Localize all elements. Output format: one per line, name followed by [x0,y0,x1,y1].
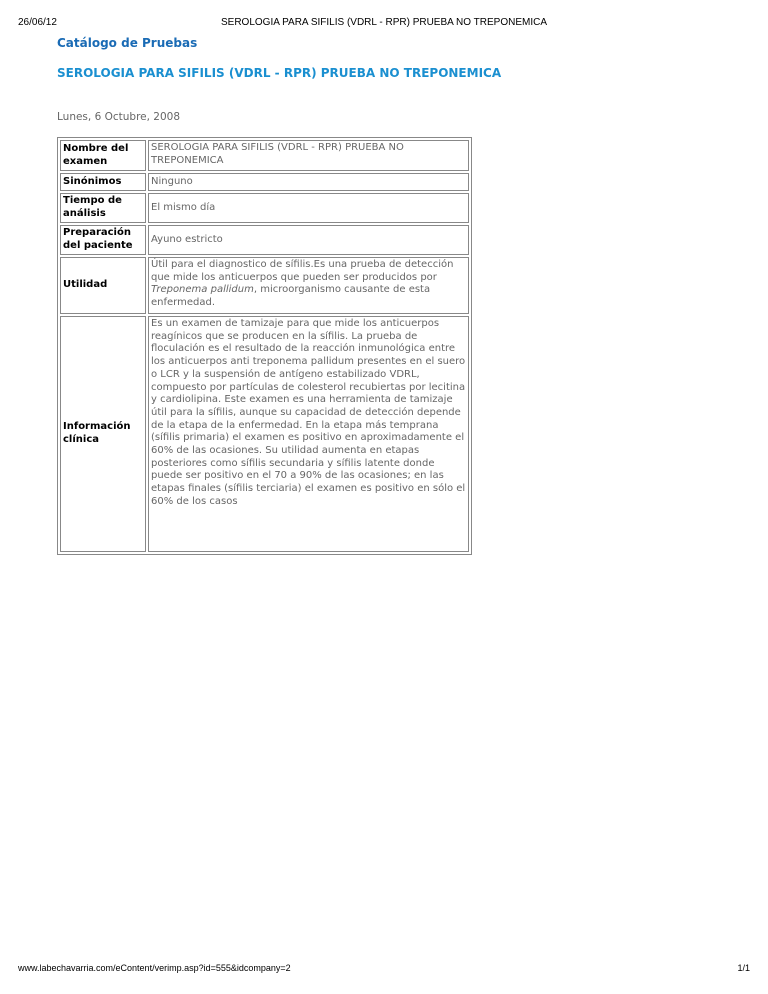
page-title: SEROLOGIA PARA SIFILIS (VDRL - RPR) PRUEBA NO TREPONEMICA [57,66,502,80]
row-label: Tiempo de análisis [60,193,146,223]
row-value: SEROLOGIA PARA SIFILIS (VDRL - RPR) PRUEBA NO TREPONEMICA [148,140,469,171]
row-value: Ninguno [148,173,469,191]
table-row [60,140,469,171]
table-row [60,173,469,191]
publication-date: Lunes, 6 Octubre, 2008 [57,111,181,123]
table-row [60,257,469,314]
catalog-title: Catálogo de Pruebas [57,36,198,50]
row-label: Preparación del paciente [60,225,146,255]
row-label: Sinónimos [60,173,146,191]
exam-details-table [57,137,472,555]
row-value: Ayuno estricto [148,225,469,255]
print-footer-page-number: 1/1 [737,963,750,973]
table-row [60,193,469,223]
print-footer-url: www.labechavarria.com/eContent/verimp.asp?id=555&idcompany=2 [18,963,291,973]
organism-name: Treponema pallidum [151,284,254,296]
row-label: Utilidad [60,257,146,314]
utility-text-end: , microorganismo causante de esta enfermedad. [151,284,431,309]
row-value: Es un examen de tamizaje para que mide los anticuerpos reagínicos que se producen en la sífilis. La prueba de floculación es el resultado de la reacción inmunológica entre los anticuerpos anti treponema pallidum presentes en el suero o LCR y la suspensión de antígeno estabilizado VDRL, compuesto por partículas de colesterol recubiertas por lecitina y cardiolipina. Este examen es una herramienta de tamizaje útil para la sífilis, aunque su capacidad de detección depende de la etapa de la enfermedad. En la etapa más temprana (sífilis primaria) el examen es positivo en aproximadamente el 60% de las ocasiones. Su utilidad aumenta en etapas posteriores como sífilis secundaria y sífilis latente donde puede ser positivo en el 70 a 90% de las ocasiones; en las etapas finales (sífilis terciaria) el examen es positivo en sólo el 60% de los casos [148,316,469,552]
table-row [60,225,469,255]
print-header-title: SEROLOGIA PARA SIFILIS (VDRL - RPR) PRUEBA NO TREPONEMICA [220,17,547,28]
print-header-date: 26/06/12 [18,17,57,28]
row-value [148,257,469,314]
row-label: Información clínica [60,316,146,552]
table-row [60,316,469,552]
row-label: Nombre del examen [60,140,146,171]
row-value: El mismo día [148,193,469,223]
utility-text-start: Útil para el diagnostico de sífilis.Es una prueba de detección que mide los anticuerpos que pueden ser producidos por [151,259,454,283]
